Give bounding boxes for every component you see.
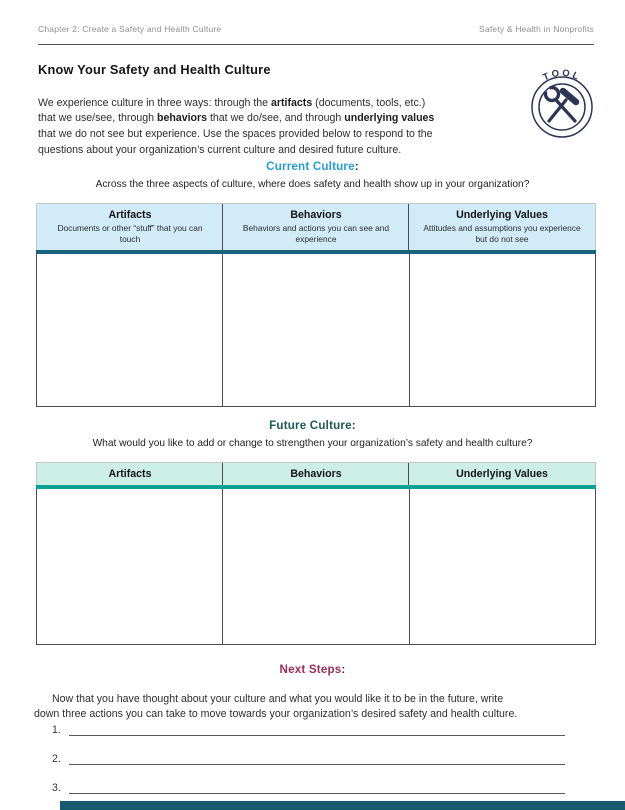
tool-badge-arc-text: TOOL: [541, 67, 583, 84]
current-culture-table: [36, 203, 596, 407]
text-run: (documents, tools, etc.): [312, 96, 426, 109]
text-run: Now that you have thought about your culture and what you would like it to be in the future, write: [52, 692, 504, 705]
action-line-2: [52, 751, 565, 765]
future-behaviors-write-area: [222, 489, 408, 644]
next-steps-paragraph: [34, 692, 592, 723]
write-line: [69, 780, 565, 794]
text-run: down three actions you can take to move towards your organization’s desired safety and health culture.: [34, 708, 518, 720]
header-divider: [38, 44, 594, 45]
future-table-header: [36, 462, 596, 485]
artifacts-term: artifacts: [271, 96, 313, 109]
future-col-artifacts: [37, 463, 223, 485]
write-line: [69, 751, 565, 765]
future-values-write-area: [409, 489, 595, 644]
text-run: that we do not see but experience. Use the spaces provided below to respond to the: [38, 128, 433, 140]
heading-colon: :: [351, 419, 356, 432]
heading-text: Future Culture: [269, 419, 352, 432]
column-title: Underlying Values: [456, 468, 548, 480]
action-line-1: [52, 722, 565, 736]
text-run: We experience culture in three ways: through the: [38, 96, 271, 109]
running-header: [38, 24, 594, 34]
future-col-underlying-values: [408, 463, 595, 485]
write-line: [69, 722, 565, 736]
current-col-behaviors: [222, 204, 409, 250]
future-col-behaviors: [222, 463, 409, 485]
column-subtitle: Behaviors and actions you can see and experience: [242, 223, 390, 244]
future-table-body: [36, 489, 596, 645]
footer-accent-bar: [60, 801, 625, 810]
current-values-write-area: [409, 254, 595, 406]
intro-paragraph: [38, 96, 516, 159]
current-col-underlying-values: [408, 204, 595, 250]
book-title-label: Safety & Health in Nonprofits: [479, 24, 594, 34]
column-title: Behaviors: [290, 209, 342, 221]
heading-colon: :: [341, 663, 346, 676]
text-run: that we use/see, through: [38, 112, 157, 125]
current-table-body: [36, 254, 596, 407]
step-number: 2.: [52, 753, 61, 765]
tool-badge: [521, 55, 603, 149]
heading-text: Next Steps: [279, 663, 342, 676]
column-subtitle: Documents or other “stuff” that you can touch: [57, 223, 203, 244]
future-culture-heading: [0, 419, 625, 432]
heading-colon: :: [354, 160, 359, 173]
action-line-3: [52, 780, 565, 794]
current-col-artifacts: [37, 204, 223, 250]
heading-text: Current Culture: [266, 160, 355, 173]
step-number: 3.: [52, 782, 61, 794]
crossed-tools-icon: [546, 88, 576, 121]
underlying-values-term: underlying values: [344, 112, 435, 125]
future-artifacts-write-area: [37, 489, 222, 644]
future-culture-table: [36, 462, 596, 645]
step-number: 1.: [52, 724, 61, 736]
column-title: Underlying Values: [456, 209, 548, 221]
current-culture-question: Across the three aspects of culture, where does safety and health show up in your organization?: [95, 179, 530, 190]
current-artifacts-write-area: [37, 254, 222, 406]
text-run: that we do/see, and through: [207, 112, 345, 125]
current-table-header: [36, 203, 596, 250]
chapter-label: Chapter 2: Create a Safety and Health Culture: [38, 24, 222, 34]
text-run: questions about your organization’s current culture and desired future culture.: [38, 143, 402, 156]
current-behaviors-write-area: [222, 254, 408, 406]
column-title: Artifacts: [108, 209, 152, 221]
current-culture-heading: [0, 160, 625, 173]
column-title: Artifacts: [108, 468, 152, 480]
page-title: Know Your Safety and Health Culture: [38, 62, 271, 77]
future-culture-question: What would you like to add or change to strengthen your organization’s safety and health culture?: [92, 438, 533, 449]
column-subtitle: Attitudes and assumptions you experience but do not see: [423, 223, 581, 244]
column-title: Behaviors: [290, 468, 342, 480]
behaviors-term: behaviors: [156, 112, 208, 125]
next-steps-heading: [0, 663, 625, 676]
